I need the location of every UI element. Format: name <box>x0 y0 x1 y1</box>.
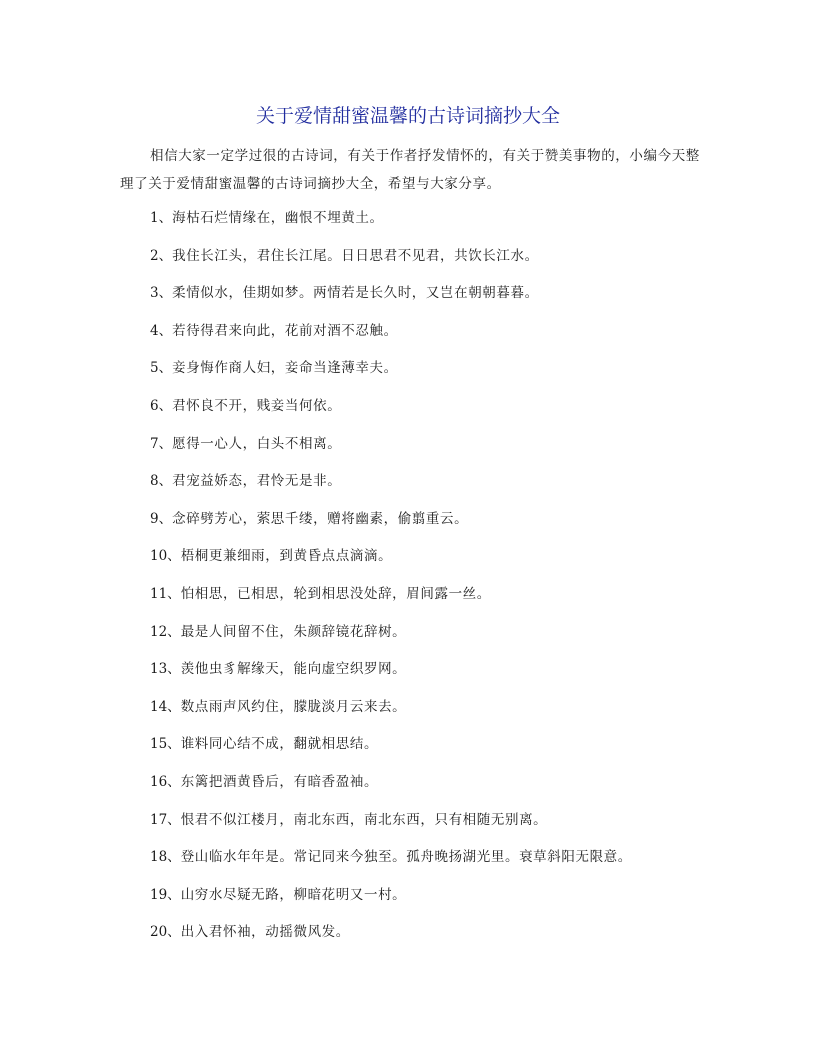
verse-item <box>150 770 710 808</box>
verse-number: 15、 <box>150 736 181 753</box>
verse-list <box>150 206 710 958</box>
verse-item <box>150 319 710 357</box>
verse-item <box>150 808 710 846</box>
verse-text: 君怀良不开，贱妾当何依。 <box>172 397 342 414</box>
verse-item <box>150 582 710 620</box>
intro-paragraph: 相信大家一定学过很的古诗词，有关于作者抒发情怀的，有关于赞美事物的，小编今天整理了关于爱情甜蜜温馨的古诗词摘抄大全，希望与大家分享。 <box>120 148 700 192</box>
verse-item <box>150 507 710 545</box>
verse-text: 恨君不似江楼月，南北东西，南北东西，只有相随无别离。 <box>180 811 548 828</box>
verse-item <box>150 244 710 282</box>
verse-text: 柔情似水，佳期如梦。两情若是长久时，又岂在朝朝暮暮。 <box>172 285 539 302</box>
verse-item <box>150 620 710 658</box>
verse-text: 若待得君来向此，花前对酒不忍触。 <box>172 322 398 339</box>
verse-number: 9、 <box>150 510 173 527</box>
verse-item <box>150 469 710 507</box>
verse-number: 19、 <box>150 886 181 903</box>
verse-item <box>150 695 710 733</box>
verse-number: 2、 <box>150 247 173 264</box>
verse-item <box>150 432 710 470</box>
verse-number: 7、 <box>150 435 173 452</box>
verse-text: 羡他虫豸解缘天，能向虚空织罗网。 <box>180 661 407 678</box>
verse-number: 3、 <box>150 285 173 302</box>
verse-item <box>150 920 710 958</box>
verse-item <box>150 394 710 432</box>
verse-item <box>150 356 710 394</box>
verse-text: 东篱把酒黄昏后，有暗香盈袖。 <box>180 773 379 790</box>
verse-text: 念碎劈芳心，萦思千缕，赠将幽素，偷翦重云。 <box>172 510 469 527</box>
verse-text: 山穷水尽疑无路，柳暗花明又一村。 <box>180 886 407 903</box>
verse-number: 14、 <box>150 698 181 715</box>
verse-item <box>150 657 710 695</box>
verse-text: 谁料同心结不成，翻就相思结。 <box>180 736 379 753</box>
verse-text: 数点雨声风约住，朦胧淡月云来去。 <box>180 698 407 715</box>
verse-item <box>150 883 710 921</box>
verse-item <box>150 281 710 319</box>
verse-number: 20、 <box>150 924 181 941</box>
verse-text: 登山临水年年是。常记同来今独至。孤舟晚扬湖光里。衰草斜阳无限意。 <box>180 849 632 866</box>
verse-number: 4、 <box>150 322 173 339</box>
verse-text: 愿得一心人，白头不相离。 <box>172 435 342 452</box>
verse-item <box>150 206 710 244</box>
verse-item <box>150 845 710 883</box>
verse-text: 出入君怀袖，动摇微风发。 <box>180 924 350 941</box>
verse-number: 11、 <box>150 585 181 602</box>
verse-number: 6、 <box>150 397 173 414</box>
verse-number: 12、 <box>150 623 181 640</box>
verse-text: 君宠益娇态，君怜无是非。 <box>172 473 342 490</box>
document-title: 关于爱情甜蜜温馨的古诗词摘抄大全 <box>255 105 560 127</box>
verse-text: 海枯石烂情缘在，幽恨不埋黄土。 <box>172 210 384 226</box>
verse-number: 16、 <box>150 773 181 790</box>
verse-number: 8、 <box>150 473 173 490</box>
verse-number: 17、 <box>150 811 181 828</box>
verse-item <box>150 544 710 582</box>
verse-item <box>150 732 710 770</box>
verse-text: 妾身悔作商人妇，妾命当逢薄幸夫。 <box>172 360 398 377</box>
verse-number: 5、 <box>150 360 173 377</box>
verse-number: 10、 <box>150 548 181 565</box>
verse-text: 怕相思，已相思，轮到相思没处辞，眉间露一丝。 <box>180 585 491 602</box>
verse-text: 梧桐更兼细雨，到黄昏点点滴滴。 <box>180 548 393 565</box>
verse-number: 1、 <box>150 210 173 226</box>
verse-text: 最是人间留不住，朱颜辞镜花辞树。 <box>180 623 407 640</box>
verse-text: 我住长江头，君住长江尾。日日思君不见君，共饮长江水。 <box>172 247 539 264</box>
verse-number: 18、 <box>150 849 181 866</box>
verse-number: 13、 <box>150 661 181 678</box>
